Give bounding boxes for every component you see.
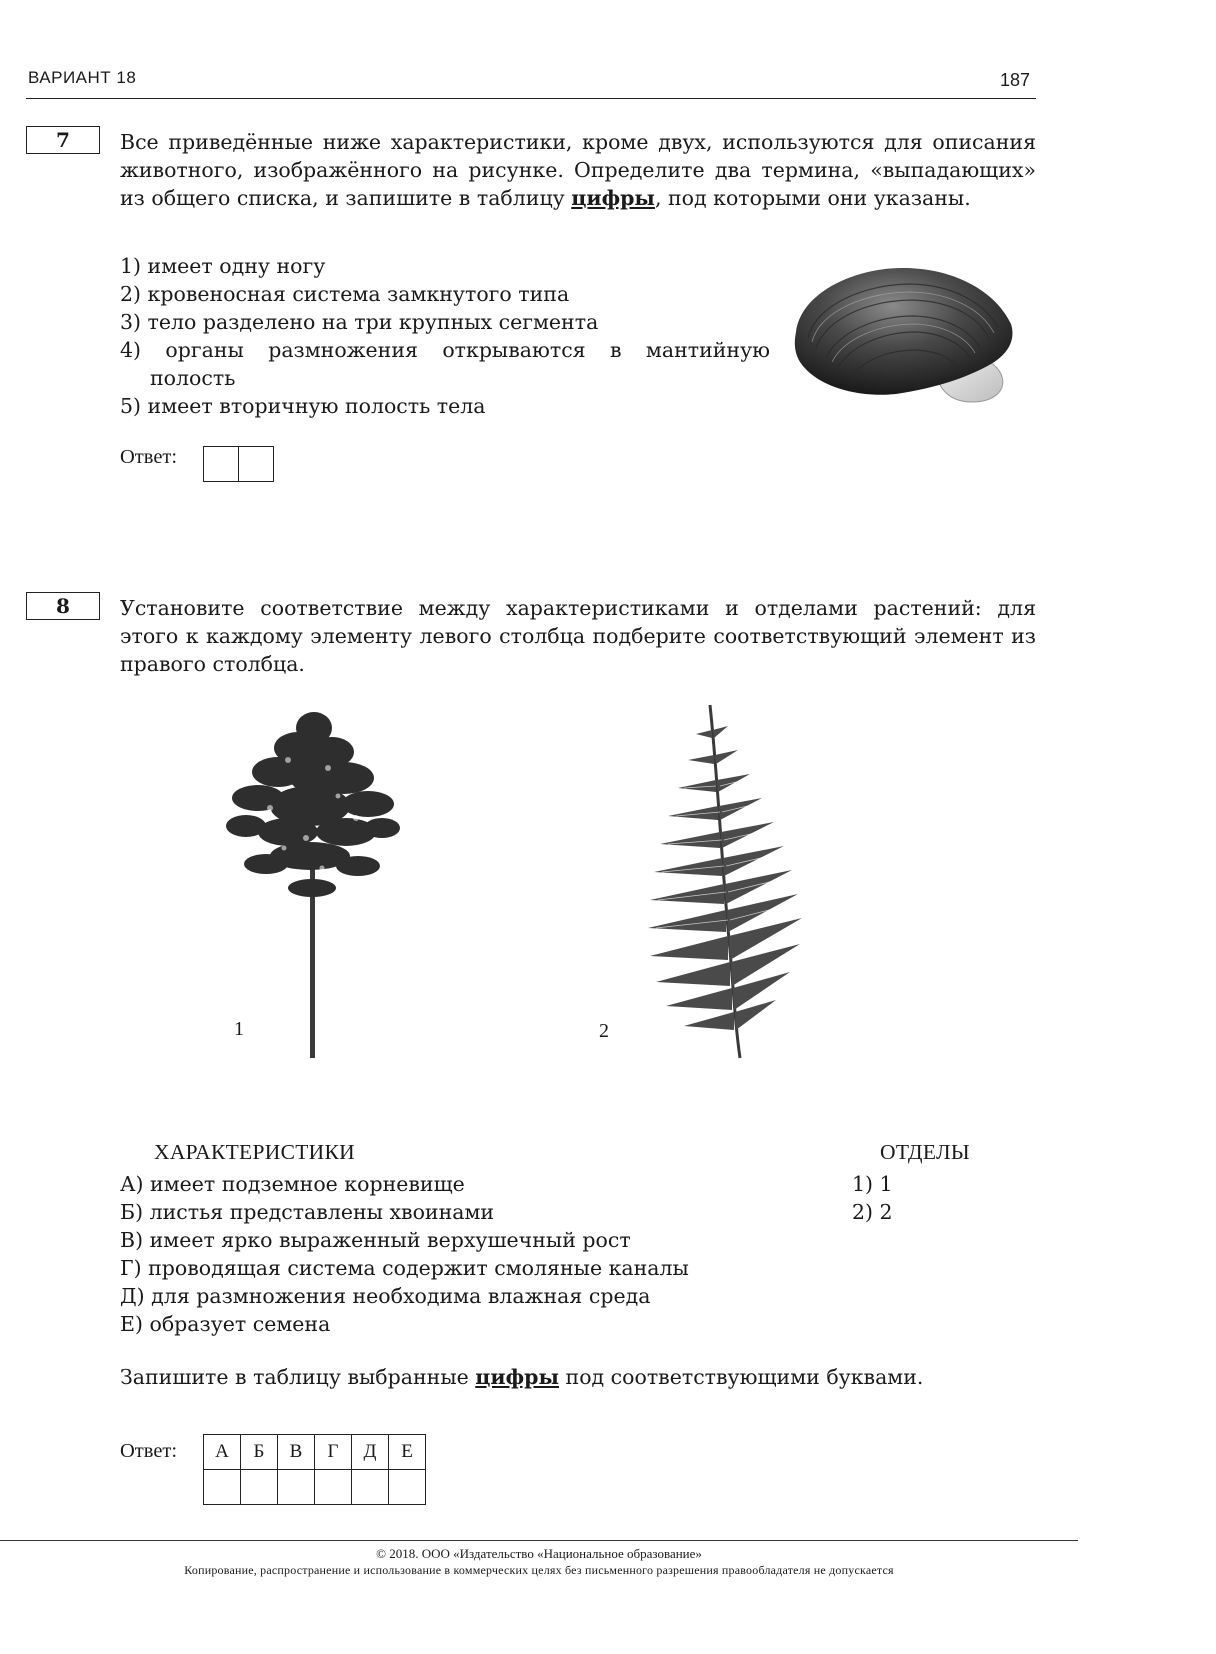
task-8-instruction-end: под соответствующими буквами. [559,1365,924,1389]
task-7-option-2: 2) кровеносная система замкнутого типа [120,282,570,306]
characteristics-heading: ХАРАКТЕРИСТИКИ [154,1140,355,1164]
plant-2-label: 2 [599,1020,609,1042]
characteristic-e: Е) образует семена [120,1312,331,1336]
answer-letter-e: Е [389,1435,426,1470]
answer-table-header-row [204,1435,426,1470]
task-7-answer-cells [203,446,272,482]
fern-image [640,700,830,1062]
characteristic-b: Б) листья представлены хвоинами [120,1200,495,1224]
answer-letter-b: Б [241,1435,278,1470]
header-rule [26,98,1036,99]
department-1: 1) 1 [852,1172,893,1196]
footer-rule [0,1540,1078,1541]
answer-letter-v: В [278,1435,315,1470]
task-7-text-main: Все приведённые ниже характеристики, кроме двух, используются для описания животного, изображённого на рисунке. Определите два термина, «выпадающих» из общего списка, и запишите в таблицу [120,130,1036,210]
task-7-text-emphasis: цифры [571,186,655,210]
answer-letter-d: Д [352,1435,389,1470]
task-7-option-3: 3) тело разделено на три крупных сегмента [120,310,599,334]
clam-shell-image [786,262,1026,420]
task-7-options [120,252,770,420]
task-7-option-5: 5) имеет вторичную полость тела [120,394,486,418]
departments-list [852,1170,893,1226]
answer-cell-b[interactable] [241,1470,278,1505]
task-7-answer-cell-1[interactable] [203,446,239,482]
task-8-number: 8 [26,592,100,620]
task-7-text [120,128,1036,212]
answer-letter-g: Г [315,1435,352,1470]
task-7-answer-label: Ответ: [120,446,178,468]
page-number: 187 [1000,70,1031,90]
footer-notice: Копирование, распространение и использование в коммерческих целях без письменного разрешения правообладателя не допускается [184,1563,894,1577]
answer-cell-g[interactable] [315,1470,352,1505]
task-7-option-1: 1) имеет одну ногу [120,254,326,278]
departments-heading: ОТДЕЛЫ [880,1140,970,1164]
task-8-instruction-emphasis: цифры [475,1365,560,1389]
characteristic-g: Г) проводящая система содержит смоляные каналы [120,1256,689,1280]
characteristic-v: В) имеет ярко выраженный верхушечный рост [120,1228,631,1252]
task-8-instruction-start: Запишите в таблицу выбранные [120,1365,476,1389]
task-7-option-4-cont: полость [150,366,236,390]
department-2: 2) 2 [852,1200,893,1224]
answer-cell-a[interactable] [204,1470,241,1505]
characteristic-d: Д) для размножения необходима влажная среда [120,1284,651,1308]
answer-cell-e[interactable] [389,1470,426,1505]
task-7-option-4: 4) органы размножения открываются в мантийную [120,338,770,362]
task-8-instruction [120,1363,1036,1391]
task-8-answer-table [203,1434,426,1505]
answer-table-input-row [204,1470,426,1505]
plant-1-label: 1 [234,1018,244,1040]
answer-cell-d[interactable] [352,1470,389,1505]
task-7-answer-cell-2[interactable] [238,446,274,482]
task-7-number: 7 [26,126,100,154]
answer-cell-v[interactable] [278,1470,315,1505]
characteristic-a: А) имеет подземное корневище [120,1172,465,1196]
footer-copyright: © 2018. ООО «Издательство «Национальное образование» [376,1546,702,1561]
task-7-text-end: , под которыми они указаны. [654,186,971,210]
answer-letter-a: А [204,1435,241,1470]
task-8-answer-label: Ответ: [120,1440,178,1462]
pine-tree-image [218,708,408,1060]
task-8-text: Установите соответствие между характеристиками и отделами растений: для этого к каждому элементу левого столбца подберите соответствующий элемент из правого столбца. [120,596,1036,676]
variant-label: ВАРИАНТ 18 [28,68,137,87]
characteristics-list [120,1170,689,1338]
